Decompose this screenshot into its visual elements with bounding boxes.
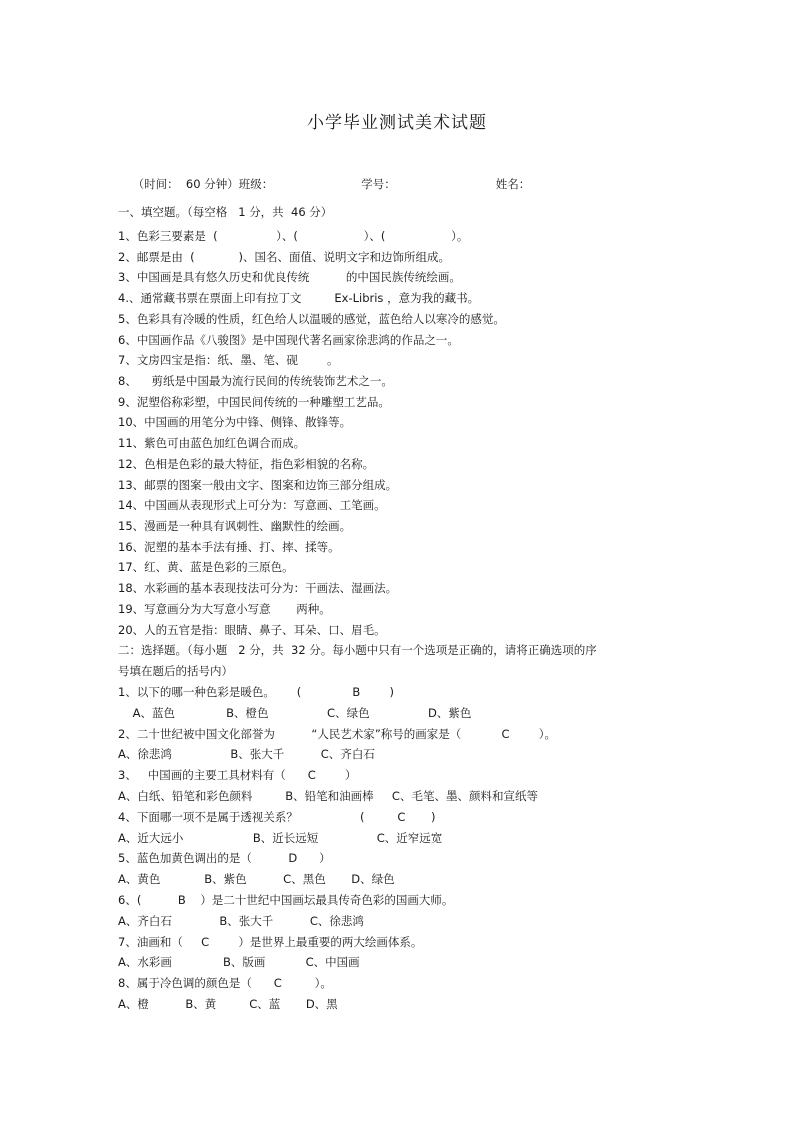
choice-q5-options: A、黄色 B、紫色 C、黑色 D、绿色 [118, 872, 395, 886]
fill-item-16: 16、泥塑的基本手法有捶、打、摔、揉等。 [118, 540, 340, 554]
fill-item-11: 11、紫色可由蓝色加红色调合而成。 [118, 436, 306, 450]
section1-heading: 一、填空题。（每空格 1 分，共 46 分） [118, 205, 333, 219]
choice-q2-options: A、徐悲鸿 B、张大千 C、齐白石 [118, 747, 375, 761]
choice-q8-options: A、橙 B、黄 C、蓝 D、黑 [118, 997, 338, 1011]
fill-item-20: 20、人的五官是指：眼睛、鼻子、耳朵、口、眉毛。 [118, 623, 386, 637]
fill-item-9: 9、泥塑俗称彩塑，中国民间传统的一种雕塑工艺品。 [118, 395, 390, 409]
section2-heading: 二：选择题。（每小题 2 分，共 32 分。每小题中只有一个选项是正确的，请将正确选项的序 [118, 643, 597, 657]
choice-q3-options: A、白纸、铅笔和彩色颜料 B、铅笔和油画棒 C、毛笔、墨、颜料和宣纸等 [118, 789, 538, 803]
choice-q2: 2、二十世纪被中国文化部誉为 “人民艺术家”称号的画家是（ C ）。 [118, 727, 557, 741]
choice-q4-options: A、近大远小 B、近长远短 C、近窄远宽 [118, 831, 443, 845]
choice-q8: 8、属于冷色调的颜色是（ C ）。 [118, 976, 332, 990]
fill-item-19: 19、写意画分为大写意小写意 两种。 [118, 602, 331, 616]
choice-q7: 7、油画和（ C ）是世界上最重要的两大绘画体系。 [118, 935, 423, 949]
fill-item-6: 6、中国画作品《八骏图》是中国现代著名画家徐悲鸿的作品之一。 [118, 333, 459, 347]
choice-q6-options: A、齐白石 B、张大千 C、徐悲鸿 [118, 914, 364, 928]
fill-item-12: 12、色相是色彩的最大特征，指色彩相貌的名称。 [118, 457, 375, 471]
section2-heading-cont: 号填在题后的括号内） [118, 664, 233, 678]
fill-item-3: 3、中国画是具有悠久历史和优良传统 的中国民族传统绘画。 [118, 270, 461, 284]
meta-student-number: 学号： [361, 177, 396, 191]
meta-name: 姓名： [495, 177, 531, 191]
fill-item-17: 17、红、黄、蓝是色彩的三原色。 [118, 560, 294, 574]
choice-q7-options: A、水彩画 B、版画 C、中国画 [118, 955, 360, 969]
fill-item-18: 18、水彩画的基本表现技法可分为：干画法、湿画法。 [118, 581, 398, 595]
fill-item-1: 1、色彩三要素是 ( ）、( ）、( ）。 [118, 229, 469, 243]
fill-item-2: 2、邮票是由 ( )、国名、面值、说明文字和边饰所组成。 [118, 250, 450, 264]
page-title: 小学毕业测试美术试题 [307, 113, 487, 133]
choice-q3: 3、 中国画的主要工具材料有（ C ） [118, 768, 357, 782]
meta-time-class: （时间： 60 分钟）班级： [132, 177, 274, 191]
fill-item-8: 8、 剪纸是中国最为流行民间的传统装饰艺术之一。 [118, 374, 393, 388]
fill-item-13: 13、邮票的图案一般由文字、图案和边饰三部分组成。 [118, 478, 398, 492]
fill-item-4: 4.、通常藏书票在票面上印有拉丁文 Ex-Libris ，意为我的藏书。 [118, 291, 480, 305]
fill-item-10: 10、中国画的用笔分为中锋、侧锋、散锋等。 [118, 415, 352, 429]
choice-q1-options: A、蓝色 B、橙色 C、绿色 D、紫色 [118, 706, 472, 720]
fill-item-14: 14、中国画从表现形式上可分为：写意画、工笔画。 [118, 498, 386, 512]
choice-q1: 1、以下的哪一种色彩是暖色。 ( B ) [118, 685, 395, 699]
choice-q6: 6、( B ）是二十世纪中国画坛最具传奇色彩的国画大师。 [118, 893, 454, 907]
fill-item-7: 7、文房四宝是指：纸、墨、笔、砚 。 [118, 353, 339, 367]
fill-item-5: 5、色彩具有冷暖的性质，红色给人以温暖的感觉，蓝色给人以寒冷的感觉。 [118, 312, 505, 326]
choice-q5: 5、蓝色加黄色调出的是（ D ） [118, 851, 331, 865]
exam-meta [118, 163, 530, 205]
choice-q4: 4、下面哪一项不是属于透视关系？ ( C ) [118, 810, 436, 824]
fill-item-15: 15、漫画是一种具有讽刺性、幽默性的绘画。 [118, 519, 352, 533]
